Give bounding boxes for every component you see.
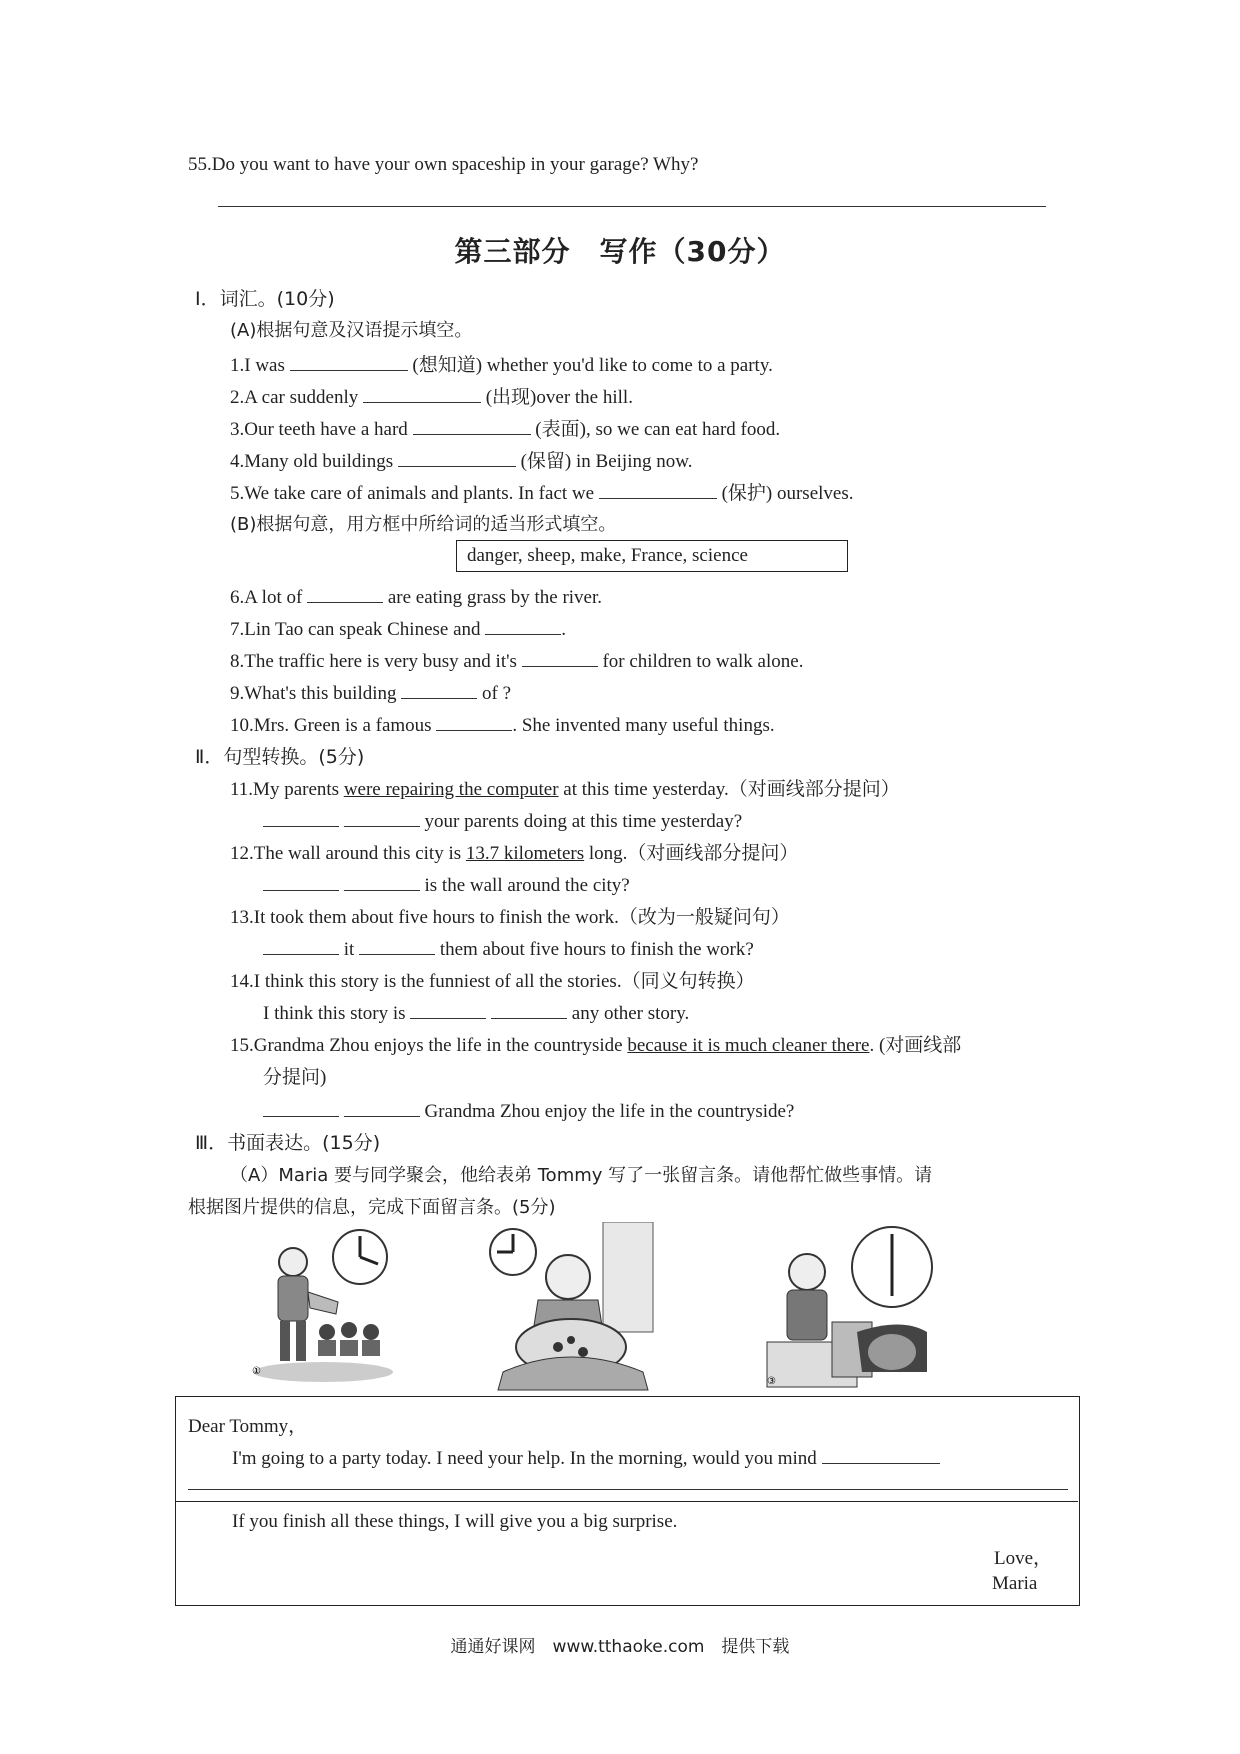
question-6: 6.A lot of are eating grass by the river.	[230, 582, 602, 609]
blank[interactable]	[290, 350, 408, 371]
section-i-heading: Ⅰ．词汇。(10分)	[195, 288, 335, 310]
blank[interactable]	[359, 934, 435, 955]
question-14-answer: I think this story is any other story.	[263, 998, 689, 1025]
blank[interactable]	[436, 710, 512, 731]
question-2: 2.A car suddenly (出现)over the hill.	[230, 382, 633, 409]
picture-repairing-tv	[762, 1222, 942, 1392]
question-1: 1.I was (想知道) whether you'd like to come to a party.	[230, 350, 773, 377]
section-ii-heading: Ⅱ．句型转换。(5分)	[195, 746, 365, 768]
question-12: 12.The wall around this city is 13.7 kilometers long.（对画线部分提问）	[230, 843, 799, 864]
note-line-1: I'm going to a party today. I need your help. In the morning, would you mind	[232, 1443, 940, 1470]
blank[interactable]	[263, 870, 339, 891]
question-13: 13.It took them about five hours to finish the work.（改为一般疑问句）	[230, 907, 790, 928]
question-8: 8.The traffic here is very busy and it's for children to walk alone.	[230, 646, 803, 673]
blank[interactable]	[363, 382, 481, 403]
question-5: 5.We take care of animals and plants. In fact we (保护) ourselves.	[230, 478, 853, 505]
question-11: 11.My parents were repairing the computer at this time yesterday.（对画线部分提问）	[230, 779, 900, 800]
answer-line-55	[218, 206, 1046, 207]
footer: 通通好课网 www.tthaoke.com 提供下载	[450, 1637, 790, 1657]
question-15-answer: Grandma Zhou enjoy the life in the countryside?	[263, 1096, 794, 1123]
blank[interactable]	[344, 870, 420, 891]
note-line-2: If you finish all these things, I will give you a big surprise.	[232, 1511, 678, 1532]
note-answer-line	[188, 1489, 1068, 1490]
blank[interactable]	[307, 582, 383, 603]
note-greeting: Dear Tommy，	[188, 1416, 308, 1437]
blank[interactable]	[599, 478, 717, 499]
question-15: 15.Grandma Zhou enjoys the life in the countryside because it is much cleaner there. (对画线部	[230, 1035, 962, 1056]
blank[interactable]	[822, 1443, 940, 1464]
part-iii-a-instruction-1: （A）Maria 要与同学聚会，他给表弟 Tommy 写了一张留言条。请他帮忙做些事情。请	[230, 1165, 933, 1186]
part-iii-a-instruction-2: 根据图片提供的信息，完成下面留言条。(5分)	[188, 1197, 556, 1218]
blank[interactable]	[263, 806, 339, 827]
picture-watering-flowers	[248, 1222, 398, 1382]
question-9: 9.What's this building of ?	[230, 678, 511, 705]
blank[interactable]	[401, 678, 477, 699]
blank[interactable]	[263, 934, 339, 955]
blank[interactable]	[522, 646, 598, 667]
question-15-line2: 分提问)	[263, 1067, 327, 1088]
blank[interactable]	[485, 614, 561, 635]
part-title: 第三部分 写作（30分）	[454, 235, 786, 268]
blank[interactable]	[398, 446, 516, 467]
note-love: Love，	[994, 1548, 1053, 1569]
question-55: 55.Do you want to have your own spaceship in your garage? Why?	[188, 154, 699, 175]
section-iii-heading: Ⅲ．书面表达。(15分)	[195, 1132, 381, 1154]
note-divider	[176, 1501, 1078, 1502]
question-4: 4.Many old buildings (保留) in Beijing now.	[230, 446, 692, 473]
word-box: danger, sheep, make, France, science	[456, 540, 848, 572]
question-3: 3.Our teeth have a hard (表面), so we can eat hard food.	[230, 414, 780, 441]
question-10: 10.Mrs. Green is a famous . She invented many useful things.	[230, 710, 775, 737]
blank[interactable]	[263, 1096, 339, 1117]
question-7: 7.Lin Tao can speak Chinese and .	[230, 614, 566, 641]
note-signature: Maria	[992, 1573, 1038, 1594]
picture-label-1: ①	[252, 1366, 261, 1377]
question-13-answer: it them about five hours to finish the work?	[263, 934, 754, 961]
blank[interactable]	[410, 998, 486, 1019]
blank[interactable]	[413, 414, 531, 435]
question-11-answer: your parents doing at this time yesterday?	[263, 806, 742, 833]
picture-label-3: ③	[767, 1376, 776, 1387]
part-a-instruction: (A)根据句意及汉语提示填空。	[230, 320, 473, 341]
blank[interactable]	[344, 806, 420, 827]
question-12-answer: is the wall around the city?	[263, 870, 630, 897]
picture-feeding-fish	[483, 1222, 658, 1392]
blank[interactable]	[491, 998, 567, 1019]
note-box	[175, 1396, 1080, 1606]
part-b-instruction: (B)根据句意，用方框中所给词的适当形式填空。	[230, 514, 617, 535]
blank[interactable]	[344, 1096, 420, 1117]
question-14: 14.I think this story is the funniest of all the stories.（同义句转换）	[230, 971, 755, 992]
